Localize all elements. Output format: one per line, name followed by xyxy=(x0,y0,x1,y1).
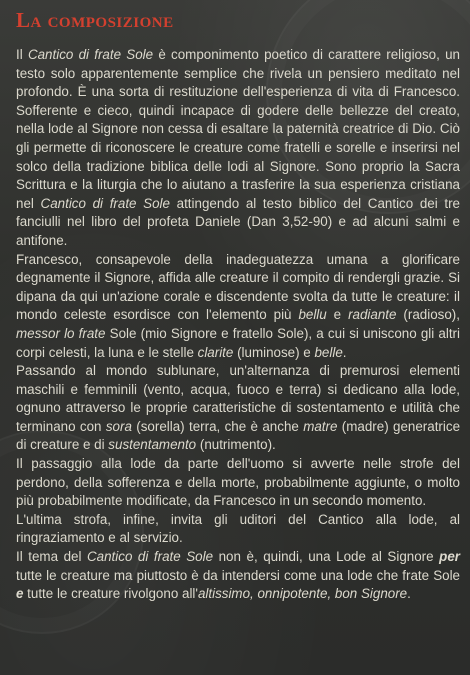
emphasis-italic: belle xyxy=(314,344,343,360)
text-run: Il xyxy=(16,47,28,62)
paragraph xyxy=(16,46,460,251)
text-run: e xyxy=(326,307,349,323)
text-run: tutte le creature rivolgono all' xyxy=(23,586,198,602)
emphasis-italic: matre xyxy=(303,418,338,434)
emphasis-italic: messor lo frate xyxy=(16,325,106,341)
text-run: . xyxy=(407,586,411,602)
paragraph xyxy=(16,511,460,548)
text-run: (luminose) e xyxy=(233,344,315,360)
emphasis-bold: per xyxy=(439,549,460,565)
text-run: (sorella) terra, che è anche xyxy=(131,418,304,434)
emphasis-italic: Cantico di frate Sole xyxy=(27,47,154,62)
emphasis-italic: radiante xyxy=(348,307,397,323)
emphasis-italic: Cantico di frate Sole xyxy=(86,549,214,565)
paragraph xyxy=(16,548,460,604)
emphasis-italic: sustentamento xyxy=(108,437,197,453)
emphasis-italic: Cantico di frate Sole xyxy=(40,195,170,211)
emphasis-italic: bellu xyxy=(298,307,327,323)
text-run: (radioso), xyxy=(396,307,460,323)
text-run: Sole (mio Signore e fratello Sole), a cui si uniscono gli altri corpi celesti, la luna e le stelle xyxy=(16,325,460,360)
text-run: . xyxy=(342,344,347,360)
emphasis-italic: clarite xyxy=(197,344,234,360)
panel-title: La composizione xyxy=(16,8,174,32)
text-run: non è, quindi, una Lode al Signore xyxy=(213,549,440,565)
emphasis-italic: altissimo, onnipotente, bon Signore xyxy=(197,586,408,602)
text-run: Il tema del xyxy=(16,549,87,565)
text-run: Il passaggio alla lode da parte dell'uomo si avverte nelle strofe del perdono, della sofferenza e della morte, probabilmente aggiunte, o molto più probabilmente modificate, da Francesco in un secondo momento. xyxy=(16,456,460,509)
paragraph xyxy=(16,251,460,363)
text-run: Francesco, consapevole della inadeguatezza umana a glorificare degnamente il Signore, affida alle creature il compito di rendergli grazie. Si dipana da qui un'azione corale e discendente svolta da tutte le creature: il mondo celeste esordisce con l'elemento più xyxy=(16,251,460,323)
text-run: (madre) generatrice di creature e di xyxy=(16,418,461,453)
body-text xyxy=(16,46,460,604)
text-run: L'ultima strofa, infine, invita gli uditori del Cantico alla lode, al ringraziamento e al servizio. xyxy=(16,511,460,546)
text-run: è componimento poetico di carattere religioso, un testo solo apparentemente semplice che rivela un pensiero meditato nel profondo. È una sorta di restituzione dell'esperienza di vita di Francesco. Sofferente e cieco, quindi incapace di godere delle bellezze del creato, nella lode al Signore non cessa di esaltare la paternità creatrice di Dio. Ciò gli permette di riconoscere le creature come fratelli e sorelle e inserirsi nel solco della tradizione biblica delle lodi al Signore. Sono proprio la Sacra Scrittura e la liturgia che lo aiutano a trasferire la sua esperienza cristiana nel xyxy=(16,47,460,211)
emphasis-bold: e xyxy=(16,586,24,602)
text-run: Passando al mondo sublunare, un'alternanza di premurosi elementi maschili e femminili (vento, acqua, fuoco e terra) si dedicano alla lode, ognuno attraverso le proprie caratteristiche di sostentamento e utilità che terminano con xyxy=(16,363,460,434)
emphasis-italic: sora xyxy=(105,418,132,434)
text-run: tutte le creature ma piuttosto è da intendersi come una lode che frate Sole xyxy=(16,567,460,583)
text-run: (nutrimento). xyxy=(196,437,276,453)
paragraph xyxy=(16,362,460,455)
text-run: attingendo al testo biblico del Cantico dei tre fanciulli nel libro del profeta Daniele (Dan 3,52-90) e ad alcuni salmi e antifone. xyxy=(16,195,461,248)
paragraph xyxy=(16,455,460,511)
